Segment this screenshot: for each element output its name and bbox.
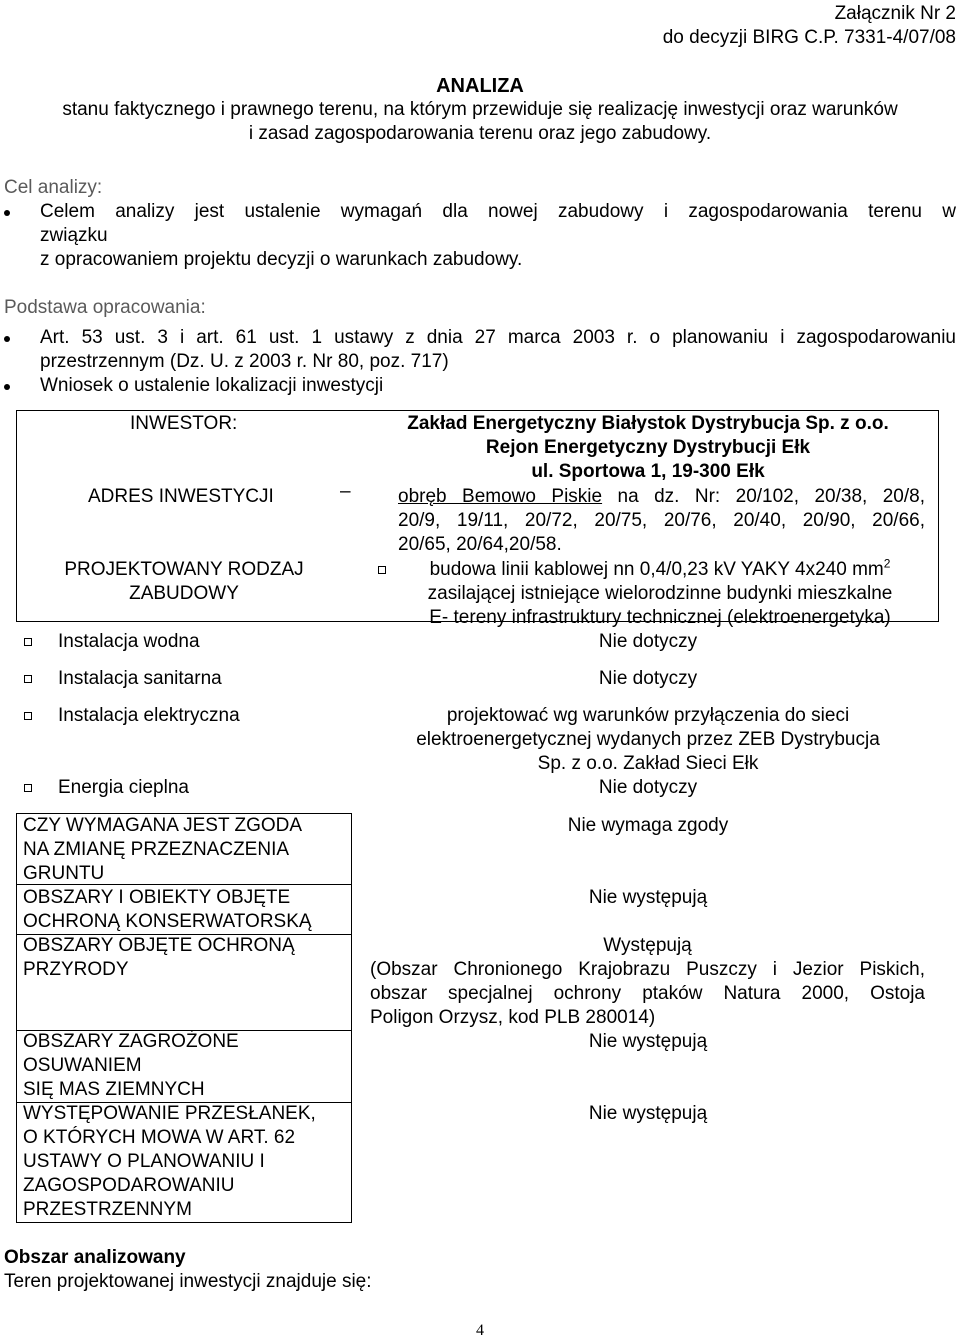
address-plots-start: na dz. Nr: 20/102, 20/38, 20/8, [602, 486, 925, 507]
investor-value [362, 412, 934, 484]
address-line2: 20/9, 19/11, 20/72, 20/75, 20/76, 20/40, 20/90, 20/66, [398, 510, 925, 531]
decision-reference: do decyzji BIRG C.P. 7331-4/07/08 [662, 27, 956, 48]
instalacja-elektryczna-line1: projektować wg warunków przyłączenia do sieci [446, 705, 850, 726]
art62-label-line1: WYSTĘPOWANIE PRZESŁANEK, [23, 1103, 316, 1124]
podstawa-item1-line2: przestrzennym (Dz. U. z 2003 r. Nr 80, poz. 717) [40, 351, 449, 372]
zgoda-label-line1: CZY WYMAGANA JEST ZGODA [23, 815, 303, 836]
podstawa-item1 [40, 326, 956, 374]
zgoda-value: Nie wymaga zgody [567, 815, 729, 836]
zabudowa-line2: zasilającej istniejące wielorodzinne budynki mieszkalne [427, 583, 893, 604]
konserwatorska-label-line1: OBSZARY I OBIEKTY OBJĘTE [23, 887, 291, 908]
zabudowa-line1-text: budowa linii kablowej nn 0,4/0,23 kV YAKY 4x240 mm [429, 559, 884, 580]
investor-label: INWESTOR: [130, 413, 238, 434]
address-dash: – [340, 481, 351, 502]
bullet-icon [4, 384, 10, 390]
instalacja-wodna-label: Instalacja wodna [58, 631, 200, 652]
przyroda-label-line2: PRZYRODY [23, 959, 129, 980]
zabudowa-line1 [400, 558, 920, 582]
address-line1 [398, 485, 925, 509]
document-subtitle-line1: stanu faktycznego i prawnego terenu, na którym przewiduje się realizację inwestycji oraz warunków [62, 99, 898, 120]
cel-heading: Cel analizy: [4, 177, 103, 198]
zabudowa-value [400, 558, 920, 630]
cel-line2: związku [40, 225, 108, 246]
cel-item [40, 200, 956, 272]
zabudowa-line1-sup: 2 [883, 556, 891, 571]
instalacja-wodna-value: Nie dotyczy [598, 631, 698, 652]
przyroda-detail-line3: Poligon Orzysz, kod PLB 280014) [370, 1007, 656, 1028]
checkbox-icon [24, 784, 32, 792]
przyroda-value-status: Występują [603, 935, 692, 956]
zabudowa-label [16, 558, 352, 606]
instalacja-elektryczna-label: Instalacja elektryczna [58, 705, 240, 726]
przyroda-detail-line1: (Obszar Chronionego Krajobrazu Puszczy i Jezior Piskich, [370, 959, 925, 980]
page-number: 4 [476, 1322, 484, 1339]
address-obreb: obręb Bemowo Piskie [398, 486, 603, 507]
art62-label-line5: PRZESTRZENNYM [23, 1199, 192, 1220]
instalacja-elektryczna-value [362, 704, 934, 776]
zabudowa-line3: E- tereny infrastruktury technicznej (elektroenergetyka) [429, 607, 891, 628]
cel-line3: z opracowaniem projektu decyzji o warunkach zabudowy. [40, 249, 523, 270]
checkbox-icon [24, 675, 32, 683]
bullet-icon [4, 336, 10, 342]
przyroda-label [23, 934, 295, 982]
osuwanie-value: Nie występują [588, 1031, 708, 1052]
obszar-heading: Obszar analizowany [4, 1247, 186, 1268]
konserwatorska-label-line2: OCHRONĄ KONSERWATORSKĄ [23, 911, 312, 932]
investor-rejon: Rejon Energetyczny Dystrybucji Ełk [485, 437, 811, 458]
address-value [398, 485, 925, 557]
zabudowa-label-line2: ZABUDOWY [129, 583, 239, 604]
przyroda-label-line1: OBSZARY OBJĘTE OCHRONĄ [23, 935, 295, 956]
osuwanie-label-line2: OSUWANIEM [23, 1055, 142, 1076]
cel-line1: Celem analizy jest ustalenie wymagań dla nowej zabudowy i zagospodarowania terenu w [40, 201, 956, 222]
podstawa-item2 [40, 374, 956, 398]
zgoda-label-line2: NA ZMIANĘ PRZEZNACZENIA [23, 839, 290, 860]
address-label: ADRES INWESTYCJI [88, 486, 274, 507]
instalacja-sanitarna-label: Instalacja sanitarna [58, 668, 222, 689]
zabudowa-label-line1: PROJEKTOWANY RODZAJ [64, 559, 304, 580]
zgoda-label [23, 814, 302, 886]
document-title: ANALIZA [436, 75, 524, 97]
osuwanie-label [23, 1030, 239, 1102]
art62-label-line2: O KTÓRYCH MOWA W ART. 62 [23, 1127, 296, 1148]
attachment-note [663, 2, 956, 50]
konserwatorska-value: Nie występują [588, 887, 708, 908]
instalacja-elektryczna-line2: elektroenergetycznej wydanych przez ZEB Dystrybucja [416, 729, 880, 750]
document-title-block [0, 74, 960, 146]
podstawa-item2-text: Wniosek o ustalenie lokalizacji inwestycji [40, 375, 384, 396]
art62-label [23, 1102, 316, 1222]
art62-value: Nie występują [588, 1103, 708, 1124]
osuwanie-label-line3: SIĘ MAS ZIEMNYCH [23, 1079, 205, 1100]
checkbox-icon [24, 638, 32, 646]
zgoda-label-line3: GRUNTU [23, 863, 105, 884]
checkbox-icon [378, 566, 386, 574]
bullet-icon [4, 210, 10, 216]
osuwanie-label-line1: OBSZARY ZAGROŻONE [23, 1031, 239, 1052]
document-subtitle-line2: i zasad zagospodarowania terenu oraz jego zabudowy. [248, 123, 712, 144]
podstawa-heading: Podstawa opracowania: [4, 297, 206, 318]
podstawa-item1-line1: Art. 53 ust. 3 i art. 61 ust. 1 ustawy z dnia 27 marca 2003 r. o planowaniu i zagospodarowaniu [40, 327, 956, 348]
energia-cieplna-label: Energia cieplna [58, 777, 189, 798]
instalacja-elektryczna-line3: Sp. z o.o. Zakład Sieci Ełk [537, 753, 759, 774]
address-line3: 20/65, 20/64,20/58. [398, 534, 562, 555]
przyroda-value [370, 934, 925, 1030]
konserwatorska-label [23, 886, 312, 934]
art62-label-line3: USTAWY O PLANOWANIU I [23, 1151, 265, 1172]
art62-label-line4: ZAGOSPODAROWANIU [23, 1175, 235, 1196]
checkbox-icon [24, 712, 32, 720]
investor-name: Zakład Energetyczny Białystok Dystrybucja Sp. z o.o. [407, 413, 889, 434]
instalacja-sanitarna-value: Nie dotyczy [598, 668, 698, 689]
energia-cieplna-value: Nie dotyczy [598, 777, 698, 798]
attachment-number: Załącznik Nr 2 [834, 3, 956, 24]
obszar-text: Teren projektowanej inwestycji znajduje się: [4, 1271, 372, 1292]
przyroda-detail-line2: obszar specjalnej ochrony ptaków Natura 2000, Ostoja [370, 983, 925, 1004]
investor-address: ul. Sportowa 1, 19-300 Ełk [531, 461, 765, 482]
